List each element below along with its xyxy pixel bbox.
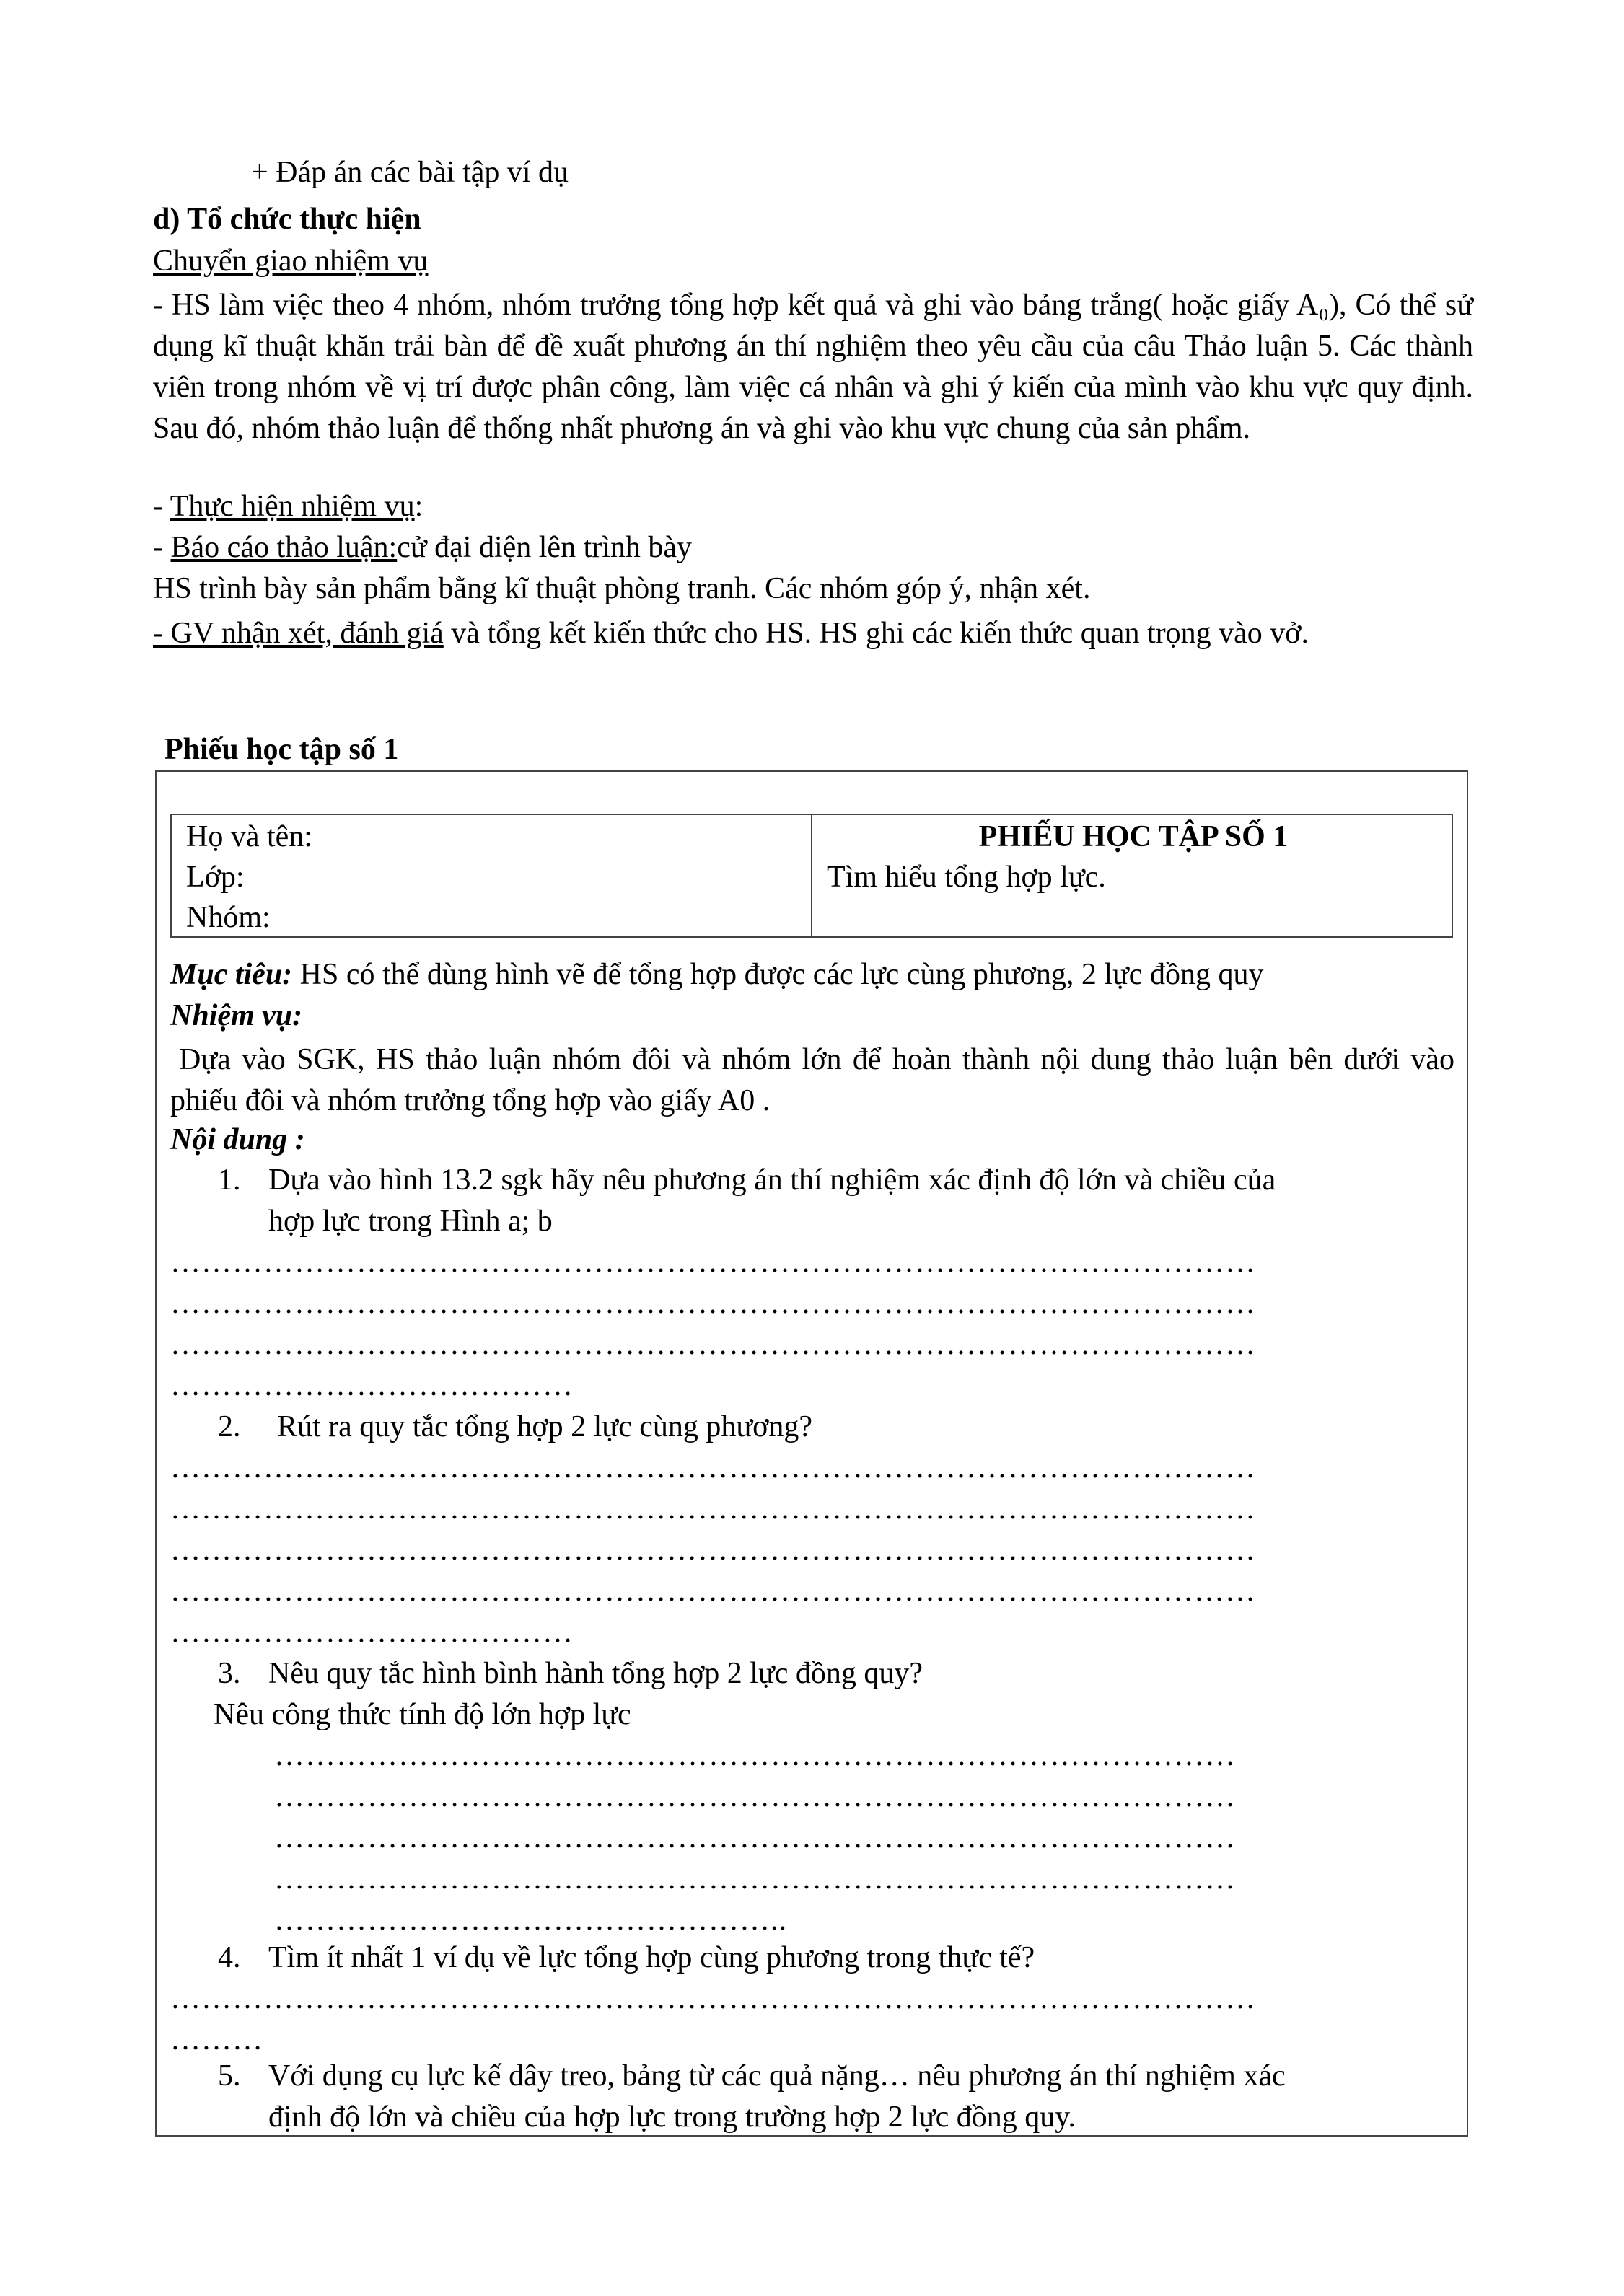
answer-dots: …………………………………………………………………………………………… [170,1246,1256,1279]
q5-line1: Với dụng cụ lực kế dây treo, bảng từ các quả nặng… nêu phương án thí nghiệm xác [268,2059,1286,2093]
answer-dots: …………………………………………………………………………………………… [170,1982,1256,2015]
intro-paragraph: - HS làm việc theo 4 nhóm, nhóm trưởng tổng hợp kết quả và ghi vào bảng trắng( hoặc giấy A₀), Có thể sử dụng kĩ thuật khăn trải bàn để đề xuất phương án thí nghiệm theo yêu cầu của câu Thảo luận 5. Các thành viên trong nhóm về vị trí được phân công, làm việc cá nhân và ghi ý kiến của mình vào khu vực quy định. Sau đó, nhóm thảo luận để thống nhất phương án và ghi vào khu vực chung của sản phẩm. [153,289,1473,445]
q2-number: 2. [218,1410,241,1443]
q4-text: Tìm ít nhất 1 ví dụ về lực tổng hợp cùng phương trong thực tế? [268,1941,1035,1974]
q3-text: Nêu quy tắc hình bình hành tổng hợp 2 lực đồng quy? [268,1657,923,1690]
q1-line1: Dựa vào hình 13.2 sgk hãy nêu phương án thí nghiệm xác định độ lớn và chiều của [268,1164,1276,1197]
present-line: HS trình bày sản phẩm bằng kĩ thuật phòng tranh. Các nhóm góp ý, nhận xét. [153,572,1091,605]
q3-number: 3. [218,1657,241,1690]
worksheet-title: PHIẾU HỌC TẬP SỐ 1 [978,820,1289,853]
answer-dots: ………………………………… [170,1369,574,1402]
report-suffix: cử đại diện lên trình bày [397,531,693,564]
goal-line [170,957,1263,992]
worksheet-caption: Phiếu học tập số 1 [164,733,399,766]
answer-dots: ………………………………………………………………………………… [274,1780,1236,1813]
q1-line2: hợp lực trong Hình a; b [268,1205,553,1238]
answer-dots: ……… [170,2023,263,2057]
report-prefix: - [153,531,171,564]
report-label: Báo cáo thảo luận: [170,531,398,564]
answer-dots: …………………………………………………………………………………………… [170,1328,1256,1361]
gv-label: - GV nhận xét, đánh giá [153,617,444,650]
perform-suffix: : [414,490,423,523]
content-label: Nội dung : [170,1123,305,1156]
answer-dots: ………………………………………………………………………………… [274,1821,1236,1855]
section-heading: d) Tổ chức thực hiện [153,203,421,236]
answer-dots: ………………………………………….. [274,1904,787,1937]
group-label: Nhóm: [186,901,271,934]
goal-label: Mục tiêu: [170,958,293,991]
gv-rest: và tổng kết kiến thức cho HS. HS ghi các kiến thức quan trọng vào vở. [443,617,1309,650]
q1-number: 1. [218,1164,241,1197]
q3-subtext: Nêu công thức tính độ lớn hợp lực [214,1698,631,1731]
class-label: Lớp: [186,861,245,894]
answer-dots: …………………………………………………………………………………………… [170,1451,1256,1485]
goal-text: HS có thể dùng hình vẽ để tổng hợp được các lực cùng phương, 2 lực đồng quy [292,958,1264,991]
transfer-heading: Chuyển giao nhiệm vụ [153,245,429,278]
perform-prefix: - [153,490,170,523]
answer-dots: …………………………………………………………………………………………… [170,1534,1256,1567]
q2-text: Rút ra quy tắc tổng hợp 2 lực cùng phương? [277,1410,812,1443]
perform-line [153,489,423,524]
name-label: Họ và tên: [186,820,312,853]
q5-line2: định độ lớn và chiều của hợp lực trong trường hợp 2 lực đồng quy. [268,2101,1076,2134]
worksheet-subtitle: Tìm hiểu tổng hợp lực. [827,861,1106,894]
answer-dots: ………………………………… [170,1616,574,1649]
answer-dots: …………………………………………………………………………………………… [170,1287,1256,1320]
task-text: Dựa vào SGK, HS thảo luận nhóm đôi và nhóm lớn để hoàn thành nội dung thảo luận bên dưới vào phiếu đôi và nhóm trưởng tổng hợp vào giấy A0 . [170,1043,1454,1117]
q4-number: 4. [218,1941,241,1974]
perform-label: Thực hiện nhiệm vụ [170,490,415,523]
q5-number: 5. [218,2059,241,2093]
answer-dots: …………………………………………………………………………………………… [170,1492,1256,1526]
gv-paragraph [153,613,1473,654]
info-table [170,814,1453,938]
report-line [153,530,692,565]
answer-dots: …………………………………………………………………………………………… [170,1575,1256,1608]
answer-line: + Đáp án các bài tập ví dụ [251,156,569,189]
answer-dots: ………………………………………………………………………………… [274,1862,1236,1896]
task-label: Nhiệm vụ: [170,999,303,1032]
answer-dots: ………………………………………………………………………………… [274,1739,1236,1772]
